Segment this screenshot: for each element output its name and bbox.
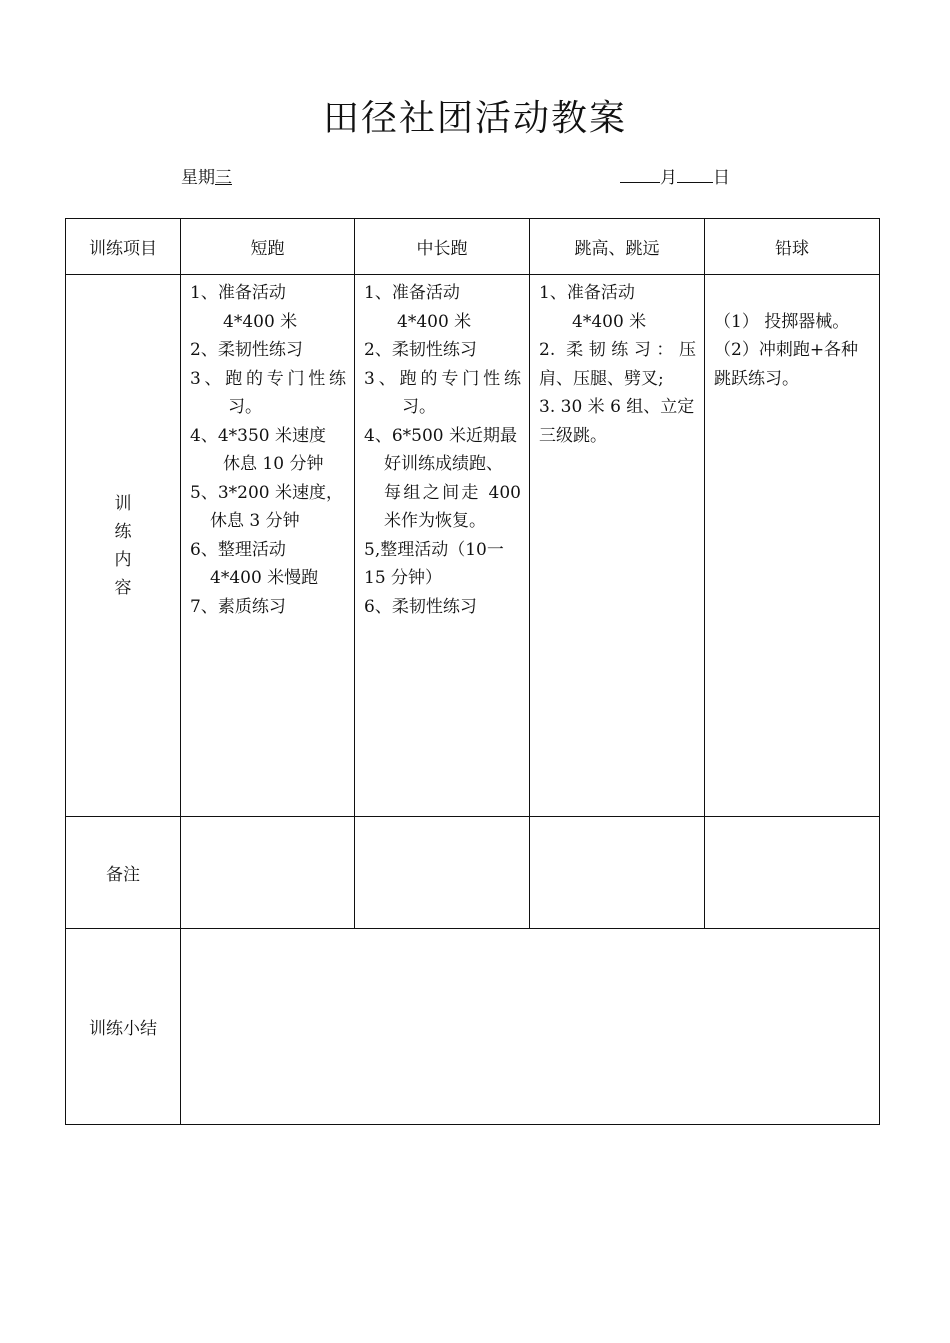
month-blank	[620, 166, 660, 183]
remarks-label: 备注	[66, 817, 181, 929]
list-item: 习。	[228, 397, 262, 417]
list-item: 7、素质练习	[190, 596, 286, 617]
list-item: 3、跑的专门性练	[364, 368, 521, 389]
content-row	[66, 275, 880, 817]
list-item: 4*400 米慢跑	[210, 568, 319, 588]
list-item: 5、3*200 米速度，	[190, 482, 343, 503]
list-item: 1、准备活动	[190, 283, 286, 303]
date-field	[620, 163, 730, 188]
list-item: 6、整理活动	[190, 539, 286, 560]
list-item: 米作为恢复。	[384, 511, 486, 531]
header-shot-put: 铅球	[705, 219, 880, 275]
list-item: 5,整理活动（10一	[364, 539, 504, 560]
weekday-field	[181, 163, 232, 188]
list-item: 肩、压腿、劈叉;	[539, 368, 664, 389]
middle-distance-content	[355, 275, 530, 817]
sprint-content	[181, 275, 355, 817]
list-item: 6、柔韧性练习	[364, 596, 477, 617]
list-item: 4*400 米	[223, 311, 298, 332]
list-item: 习。	[402, 397, 436, 417]
list-item: 4、4*350 米速度	[190, 425, 326, 446]
list-item: 休息 10 分钟	[223, 454, 324, 474]
day-label: 日	[713, 168, 730, 188]
list-item: 3. 30 米 6 组、立定	[539, 397, 695, 417]
remarks-middle-distance-cell	[355, 817, 530, 929]
shot-put-content	[705, 275, 880, 817]
summary-label: 训练小结	[66, 929, 181, 1125]
list-item: 4*400 米	[397, 311, 472, 332]
remarks-jumps-cell	[530, 817, 705, 929]
summary-cell	[181, 929, 880, 1125]
page-title: 田径社团活动教案	[322, 98, 627, 139]
header-sprint: 短跑	[181, 219, 355, 275]
list-item: 每组之间走 400	[384, 482, 521, 503]
content-label-text: 训 练 内 容	[114, 493, 132, 598]
month-label: 月	[660, 168, 677, 188]
jumps-content	[530, 275, 705, 817]
list-item: 1、准备活动	[364, 283, 460, 303]
list-item: 三级跳。	[539, 425, 607, 446]
remarks-shot-put-cell	[705, 817, 880, 929]
weekday-label: 星期	[181, 168, 215, 188]
list-item: 15 分钟）	[364, 568, 443, 588]
list-item: 2. 柔韧练习：压	[539, 340, 696, 360]
list-item: 休息 3 分钟	[210, 511, 300, 531]
list-item: 2、柔韧性练习	[190, 340, 303, 360]
list-item: 4*400 米	[572, 311, 647, 332]
list-item: 2、柔韧性练习	[364, 340, 477, 360]
list-item: （1） 投掷器械。	[714, 311, 850, 332]
header-row	[66, 219, 880, 275]
weekday-value: 三	[215, 168, 232, 188]
lesson-plan-table	[65, 218, 880, 1125]
list-item: 3、跑的专门性练	[190, 368, 346, 389]
content-label	[66, 275, 181, 817]
header-jumps: 跳高、跳远	[530, 219, 705, 275]
list-item: 4、6*500 米近期最	[364, 425, 517, 446]
header-middle-distance: 中长跑	[355, 219, 530, 275]
list-item	[714, 279, 871, 308]
header-training-item: 训练项目	[66, 219, 181, 275]
list-item: 1、准备活动	[539, 283, 635, 303]
day-blank	[677, 166, 713, 183]
remarks-row	[66, 817, 880, 929]
list-item: 跳跃练习。	[714, 368, 799, 389]
summary-row	[66, 929, 880, 1125]
list-item: 好训练成绩跑、	[384, 454, 503, 474]
list-item: （2）冲刺跑+各种	[714, 340, 859, 360]
remarks-sprint-cell	[181, 817, 355, 929]
